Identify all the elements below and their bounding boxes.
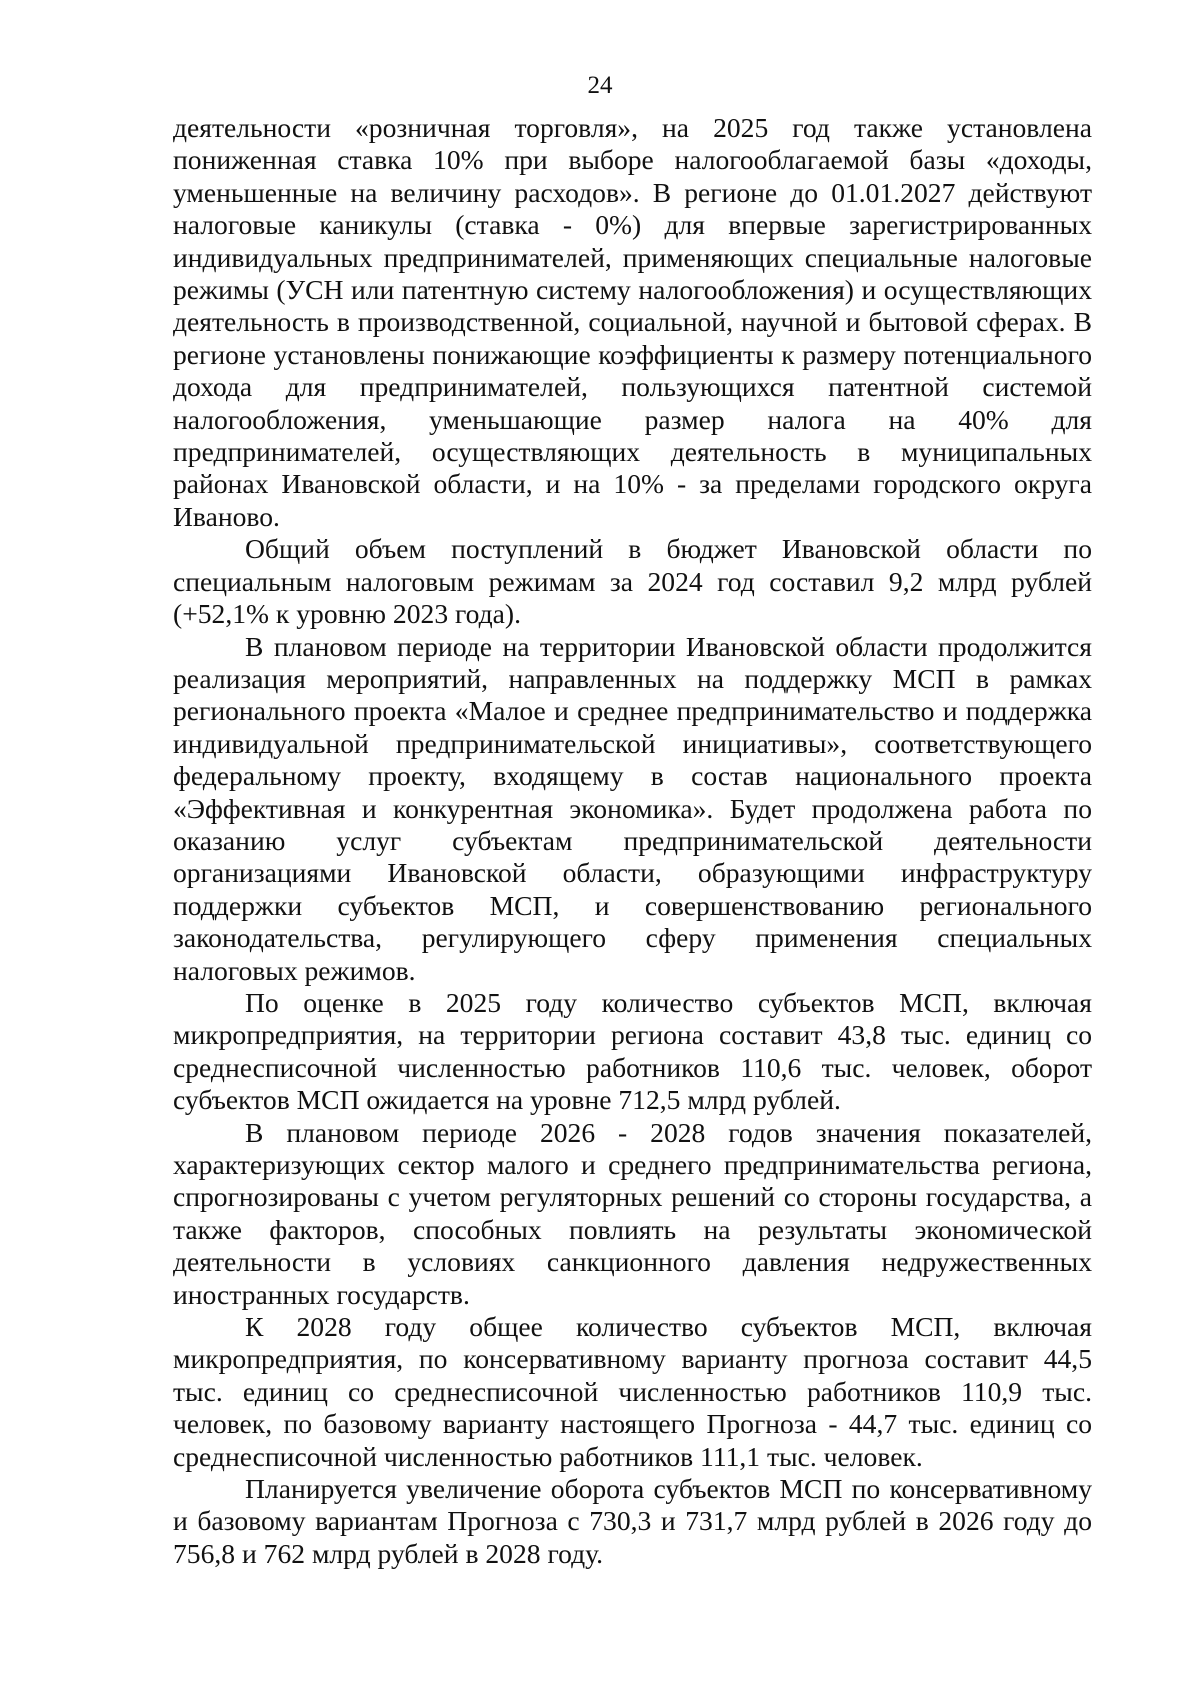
paragraph-forecast-factors: В плановом периоде 2026 - 2028 годов значения показателей, характеризующих сектор малого и среднего предпринимательства региона, спрогнозированы с учетом регуляторных решений со стороны государства, а также факторов, способных повлиять на результаты экономической деятельности в условиях санкционного давления недружественных иностранных государств. bbox=[173, 1116, 1092, 1310]
paragraph-2025-estimate: По оценке в 2025 году количество субъектов МСП, включая микропредприятия, на территории региона составит 43,8 тыс. единиц со среднесписочной численностью работников 110,6 тыс. человек, оборот субъектов МСП ожидается на уровне 712,5 млрд рублей. bbox=[173, 986, 1092, 1116]
document-body bbox=[173, 112, 1092, 1570]
paragraph-turnover-growth: Планируется увеличение оборота субъектов МСП по консервативному и базовому вариантам Прогноза с 730,3 и 731,7 млрд рублей в 2026 году до 756,8 и 762 млрд рублей в 2028 году. bbox=[173, 1473, 1092, 1569]
page-number: 24 bbox=[587, 72, 613, 99]
paragraph-continuation: деятельности «розничная торговля», на 2025 год также установлена пониженная ставка 10% при выборе налогооблагаемой базы «доходы, уменьшенные на величину расходов». В регионе до 01.01.2027 действуют налоговые каникулы (ставка - 0%) для впервые зарегистрированных индивидуальных предпринимателей, применяющих специальные налоговые режимы (УСН или патентную систему налогообложения) и осуществляющих деятельность в производственной, социальной, научной и бытовой сферах. В регионе установлены понижающие коэффициенты к размеру потенциального дохода для предпринимателей, пользующихся патентной системой налогообложения, уменьшающие размер налога на 40% для предпринимателей, осуществляющих деятельность в муниципальных районах Ивановской области, и на 10% - за пределами городского округа Иваново. bbox=[173, 112, 1092, 532]
paragraph-tax-revenue: Общий объем поступлений в бюджет Ивановской области по специальным налоговым режимам за 2024 год составил 9,2 млрд рублей (+52,1% к уровню 2023 года). bbox=[173, 533, 1092, 630]
paragraph-2028-count: К 2028 году общее количество субъектов МСП, включая микропредприятия, по консервативному варианту прогноза составит 44,5 тыс. единиц со среднесписочной численностью работников 110,9 тыс. человек, по базовому варианту настоящего Прогноза - 44,7 тыс. единиц со среднесписочной численностью работников 111,1 тыс. человек. bbox=[173, 1311, 1092, 1472]
paragraph-support-measures: В плановом периоде на территории Ивановской области продолжится реализация мероприятий, направленных на поддержку МСП в рамках регионального проекта «Малое и среднее предпринимательство и поддержка индивидуальной предпринимательской инициативы», соответствующего федеральному проекту, входящему в состав национального проекта «Эффективная и конкурентная экономика». Будет продолжена работа по оказанию услуг субъектам предпринимательской деятельности организациями Ивановской области, образующими инфраструктуру поддержки субъектов МСП, и совершенствованию регионального законодательства, регулирующего сферу применения специальных налоговых режимов. bbox=[173, 630, 1092, 986]
